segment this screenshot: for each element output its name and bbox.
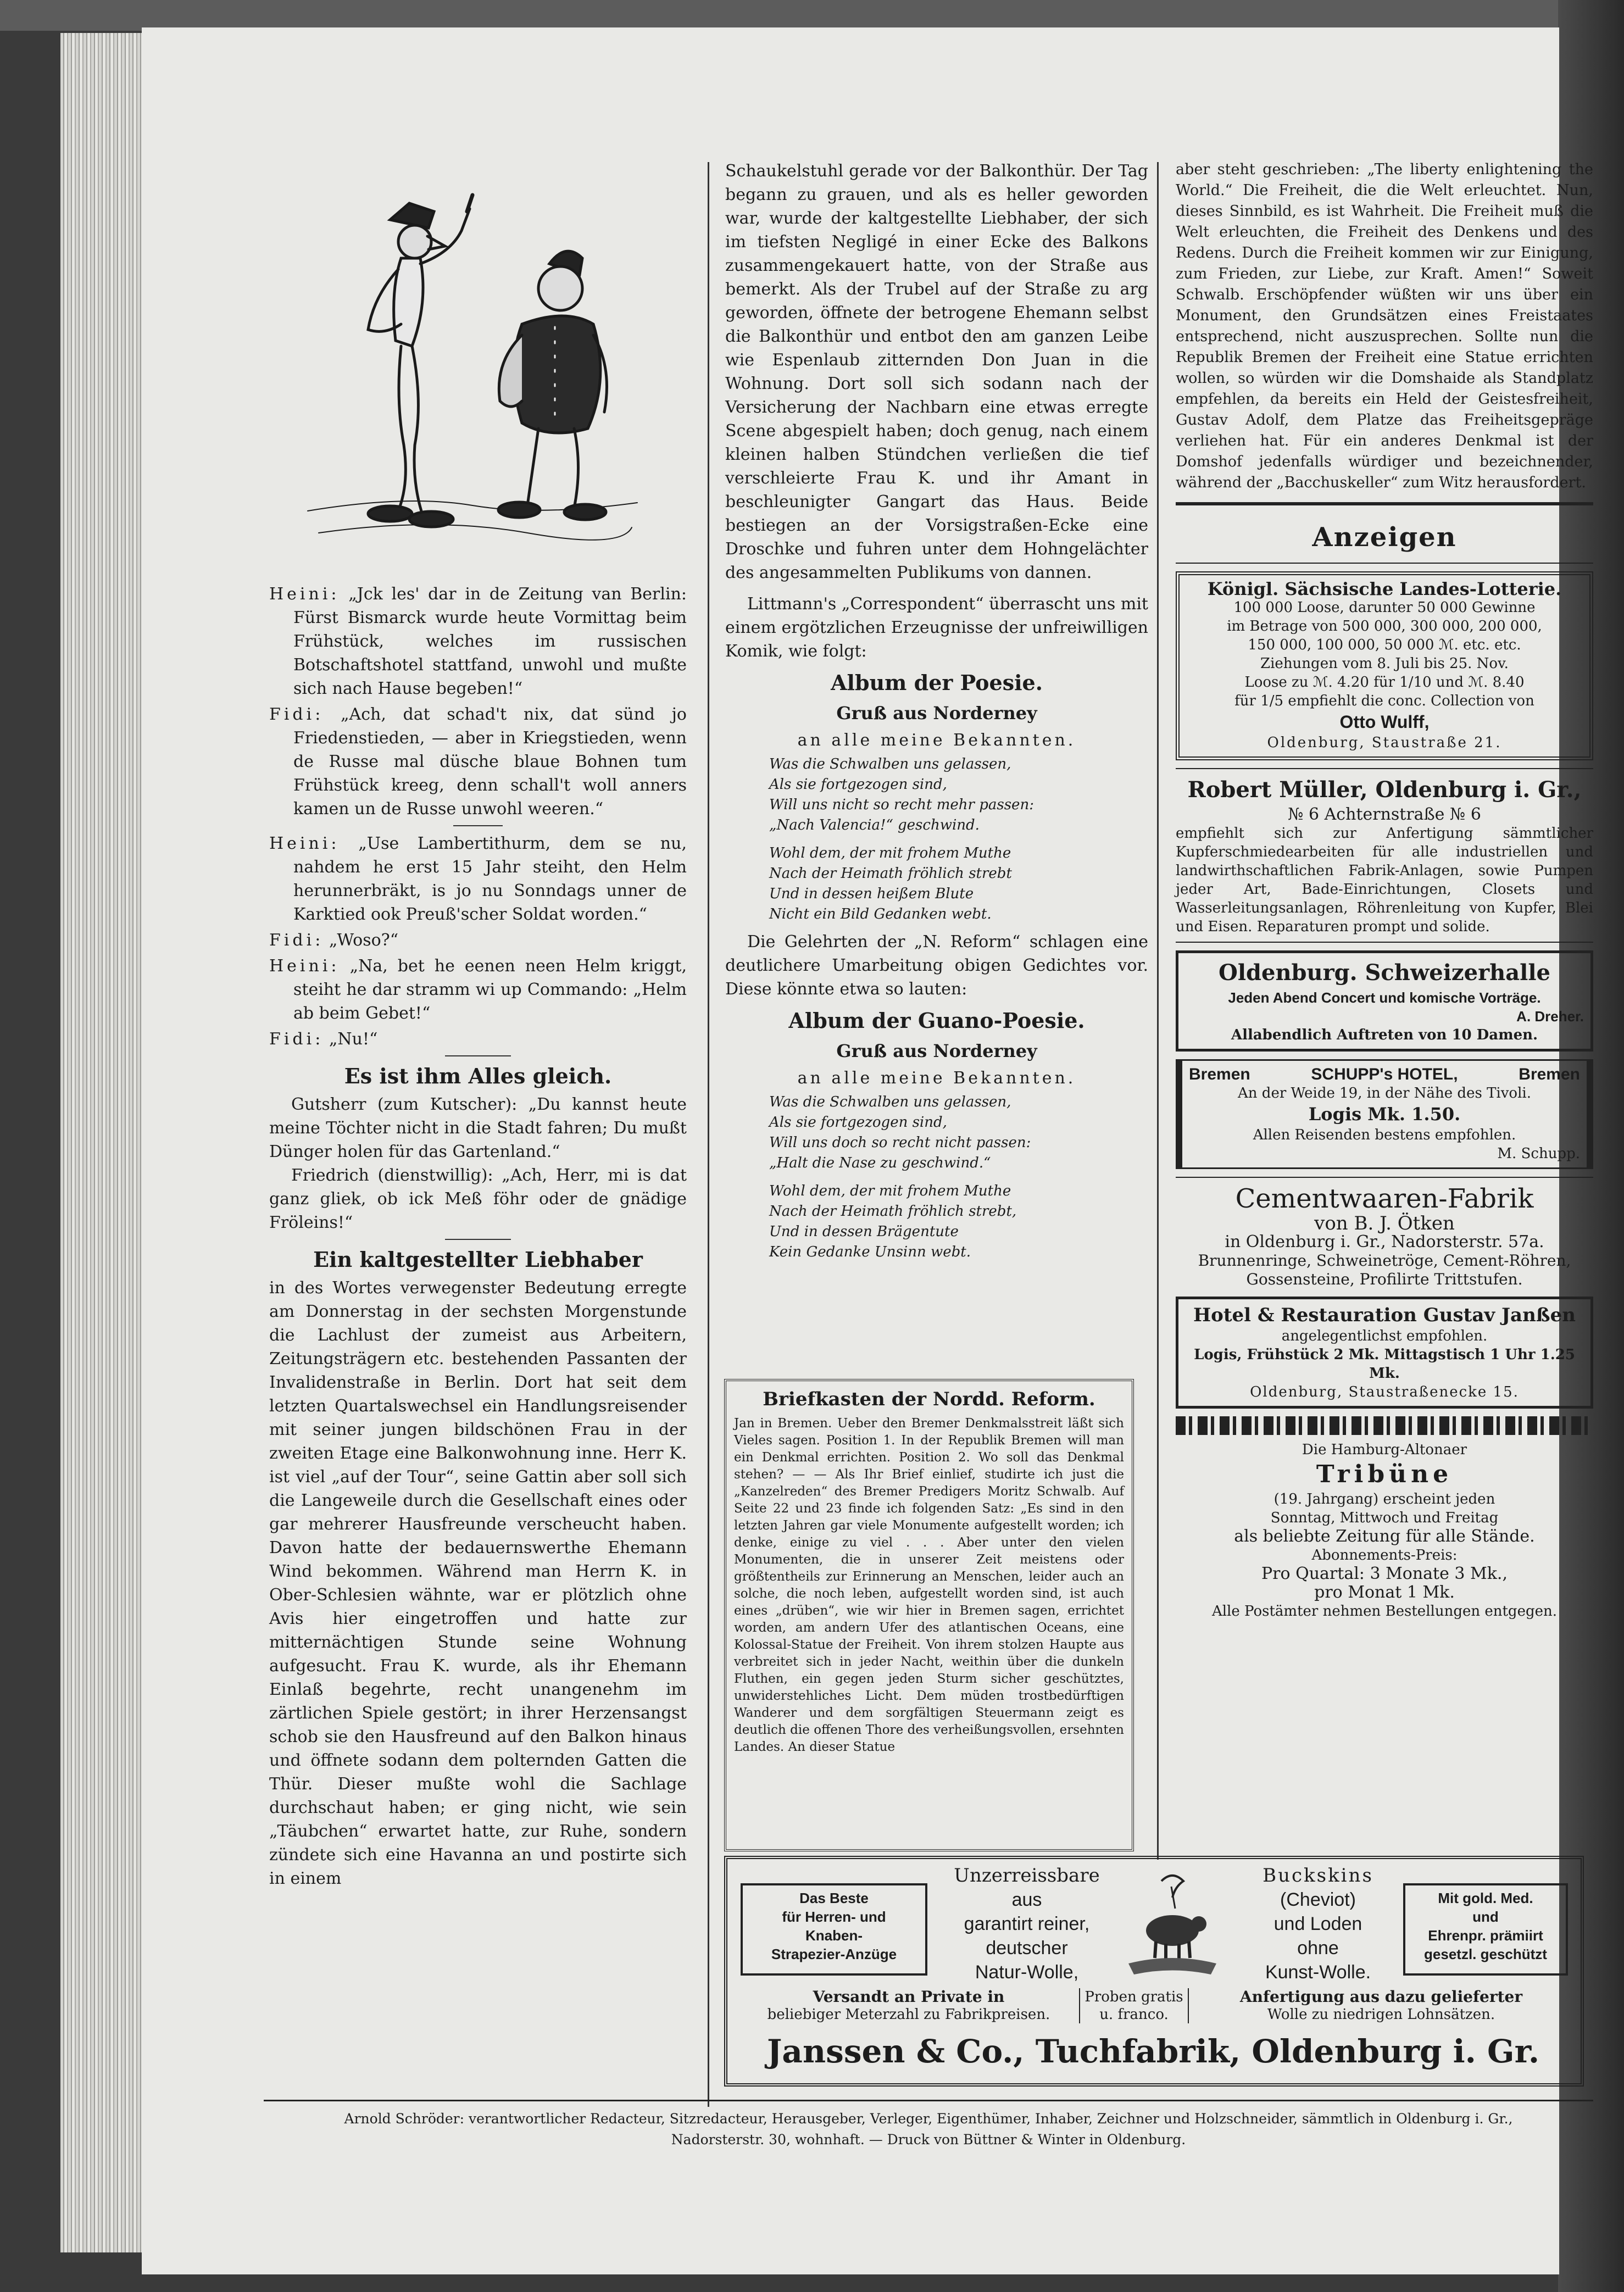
ad-box-right: [1403, 1883, 1568, 1976]
ad-anfertigung: [1200, 1988, 1562, 2023]
ad-line: Strapezier-Anzüge: [771, 1946, 897, 1962]
speaker-name: Fidi:: [269, 705, 324, 724]
correspondent-intro: Littmann's „Correspondent“ überrascht uns mit einem ergötzlichen Erzeugnisse der unfreiwilligen Komik, wie folgt:: [725, 594, 1148, 661]
ad-box-left: [741, 1883, 927, 1976]
poem-line: Was die Schwalben uns gelassen,: [769, 1094, 1011, 1110]
ad-line: Anfertigung aus dazu gelieferter: [1239, 1988, 1523, 2006]
imprint-line: Arnold Schröder: verantwortlicher Redacteur, Sitzredacteur, Herausgeber, Verleger, Eigenthümer, Inhaber, Zeichner und Holzschneider, sämmtlich in Oldenburg i. Gr.,: [344, 2111, 1513, 2127]
dialog-line: [269, 703, 687, 821]
ad-line: angelegentlichst empfohlen.: [1281, 1328, 1488, 1344]
dialog-line: [269, 832, 687, 926]
ad-line: 150 000, 100 000, 50 000 ℳ. etc. etc.: [1248, 637, 1521, 653]
ad-line: u. franco.: [1099, 2006, 1169, 2023]
dialog-line: [269, 1027, 687, 1051]
ad-line: im Betrage von 500 000, 300 000, 200 000,: [1227, 618, 1542, 635]
album2-title: Album der Guano-Poesie.: [788, 1008, 1085, 1033]
sheep-emblem-icon: [1123, 1870, 1222, 1980]
ad-cementwaaren: [1176, 1183, 1593, 1289]
dialog-text: „Woso?“: [329, 931, 399, 950]
ad-schupp-hotel: [1176, 1059, 1593, 1169]
ad-line: Logis, Frühstück 2 Mk. Mittagstisch 1 Uhr 1.25 Mk.: [1194, 1347, 1575, 1382]
ad-line: und: [1472, 1909, 1499, 1925]
ad-line: Knaben-: [805, 1927, 863, 1944]
story1-paragraph: Friedrich (dienstwillig): „Ach, Herr, mi is dat ganz gliek, ob ick Meß föhr oder de gnädige Fröleins!“: [269, 1166, 687, 1232]
ad-line: ohne: [1297, 1938, 1339, 1959]
ad-line: beliebiger Meterzahl zu Fabrikpreisen.: [767, 2006, 1050, 2023]
caricature-illustration: [297, 181, 648, 566]
poem-line: „Halt die Nase zu geschwind.“: [769, 1155, 991, 1171]
ad-line: Unzerreissbare: [954, 1865, 1100, 1887]
dialog-text: „Ach, dat schad't nix, dat sünd jo Friedenstieden, — aber in Kriegstieden, wenn de Russe mal düsche blaue Bohnen tum Frühstück kreeg, denn schall't woll anners kamen un de Russe unwohl weeren.“: [293, 705, 687, 819]
ad-line: Loose zu ℳ. 4.20 für 1/10 und ℳ. 8.40: [1244, 674, 1525, 691]
ad-line: gesetzl. geschützt: [1424, 1946, 1547, 1962]
ad-line: aus: [1011, 1889, 1042, 1910]
story1-title: Es ist ihm Alles gleich.: [344, 1064, 612, 1088]
ad-line: für 1/5 empfiehlt die conc. Collection von: [1234, 693, 1534, 709]
ad-lotterie: [1176, 571, 1593, 760]
ad-line: Brunnenringe, Schweinetröge, Cement-Röhren, Gossensteine, Profilirte Trittstufen.: [1198, 1251, 1571, 1288]
column-1: [269, 582, 687, 1890]
story2-body: in des Wortes verwegenster Bedeutung erregte am Donnerstag in der sechsten Morgenstunde die Lachlust der zumeist aus Arbeitern, Zeitungsträgern etc. bestehenden Passanten der Invalidenstraße in Berlin. Dort hat seit dem letzten Quartalswechsel ein Handlungsreisender mit seiner jungen bildschönen Frau in der zweiten Etage eine Balkonwohnung inne. Herr K. ist viel „auf der Tour“, seine Gattin aber soll sich die Langeweile durch die Gesellschaft eines oder gar mehrerer Hausfreunde verscheucht haben. Davon hatte der bedauernswerthe Ehemann Wind bekommen. Während man Herrn K. in Ober-Schlesien wähnte, war er plötzlich ohne Avis hier eingetroffen und hatte zur mitternächtigen Stunde seine Wohnung aufgesucht. Frau K. wurde, als ihr Ehemann Einlaß begehrte, recht unangenehm im zärtlichen Spiele gestört; in ihrer Herzensangst schob sie den Hausfreund auf den Balkon hinaus und öffnete sodann dem polternden Gatten die Thür. Dieser mußte wohl die Sachlage durchschaut haben; er ging nicht, wie sein „Täubchen“ erwartet hatte, zur Ruhe, sondern zündete sich eine Havanna an und postirte sich in einem: [269, 1278, 687, 1888]
ad-janssen-hotel: [1176, 1297, 1593, 1409]
ad-line: pro Monat 1 Mk.: [1314, 1583, 1455, 1602]
ad-line: A. Dreher.: [1516, 1008, 1584, 1025]
footer-rule: [264, 2100, 1593, 2101]
ad-center-right: [1227, 1863, 1409, 1984]
ad-line: Jeden Abend Concert und komische Vorträge.: [1228, 989, 1541, 1006]
ad-mueller: [1176, 775, 1593, 936]
album1-subtitle: Gruß aus Norderney: [836, 703, 1037, 724]
ad-line: (19. Jahrgang) erscheint jeden: [1273, 1491, 1495, 1507]
ad-line: Logis Mk. 1.50.: [1308, 1104, 1461, 1125]
ad-janssen-tuchfabrik: [724, 1856, 1584, 2087]
ad-line: An der Weide 19, in der Nähe des Tivoli.: [1238, 1085, 1531, 1102]
rule: [1176, 502, 1593, 505]
rule: [1176, 1177, 1593, 1178]
separator: [445, 1055, 511, 1056]
story2-title: Ein kaltgestellter Liebhaber: [313, 1247, 643, 1272]
album1-dedication: an alle meine Bekannten.: [797, 731, 1076, 750]
ad-line: Abonnements-Preis:: [1311, 1547, 1458, 1564]
reform-bridge: Die Gelehrten der „N. Reform“ schlagen eine deutlichere Umarbeitung obigen Gedichtes vor. Diese könnte etwa so lauten:: [725, 932, 1148, 999]
ad-line: Allabendlich Auftreten von 10 Damen.: [1231, 1027, 1538, 1043]
ad-line: (Cheviot): [1280, 1889, 1356, 1910]
ad-line: Ziehungen vom 8. Juli bis 25. Nov.: [1260, 655, 1509, 672]
poem-1: [725, 754, 1148, 925]
ad-versandt: [749, 1988, 1068, 2023]
dialog-1: [269, 582, 687, 821]
scan-top-edge: [0, 0, 1624, 31]
ad-line: Natur-Wolle,: [975, 1962, 1079, 1983]
rule: [1176, 942, 1593, 943]
poem-line: „Nach Valencia!“ geschwind.: [769, 817, 980, 833]
poem-line: Nicht ein Bild Gedanken webt.: [769, 906, 992, 922]
ad-line: in Oldenburg i. Gr., Nadorsterstr. 57a.: [1225, 1232, 1544, 1251]
ad-line: für Herren- und: [782, 1909, 886, 1925]
speaker-name: Heini:: [269, 834, 340, 853]
ad-line: Die Hamburg-Altonaer: [1302, 1442, 1467, 1458]
ad-line: Pro Quartal: 3 Monate 3 Mk.,: [1261, 1564, 1508, 1583]
ad-line: garantirt reiner,: [964, 1913, 1090, 1934]
poem-line: Wohl dem, der mit frohem Muthe: [769, 845, 1011, 861]
briefkasten-continuation: aber steht geschrieben: „The liberty enlightening the World.“ Die Freiheit, die die Welt erleuchtet. Nun, dieses Sinnbild, es ist Wahrheit. Die Freiheit muß die Welt erleuchten, die Freiheit des Denkens und des Redens. Durch die Freiheit kommen wir zur Einigung, zum Frieden, zur Liebe, zur Kraft. Amen!“ Soweit Schwalb. Erschöpfender wüßten wir uns über ein Monument, den Grundsätzen eines Freistaates entsprechend, nicht auszusprechen. Sollte nun die Republik Bremen der Freiheit eine Statue errichten wollen, so würden wir die Domshaide als Standplatz empfehlen, da bereits ein Held der Geistesfreiheit, Gustav Adolf, dem Platze das Freiheitsgepräge verliehen hat. Für ein anderes Denkmal ist der Domshof jedenfalls würdiger und bezeichnender, während der „Bacchuskeller“ zum Witz herausfordert.: [1176, 161, 1593, 491]
ad-schweizerhalle: [1176, 950, 1593, 1052]
poem-line: Nach der Heimath fröhlich strebt: [769, 865, 1012, 882]
rule: [1176, 768, 1593, 769]
column-rule-1: [708, 162, 709, 2107]
column-2: [725, 159, 1148, 1268]
ad-line: 100 000 Loose, darunter 50 000 Gewinne: [1233, 599, 1536, 616]
ad-line: Cementwaaren-Fabrik: [1235, 1183, 1534, 1214]
dialog-text: „Use Lambertithurm, dem se nu, nahdem he erst 15 Jahr steiht, den Helm herunnerbräkt, is jo nu Sonndags unner de Karktied ook Preuß'scher Soldat worden.“: [293, 834, 687, 924]
ad-line: Otto Wulff,: [1339, 712, 1430, 732]
ad-line: [1189, 1065, 1580, 1084]
speaker-name: Heini:: [269, 956, 340, 976]
poem-2: [725, 1092, 1148, 1262]
ad-firm-name: Janssen & Co., Tuchfabrik, Oldenburg i. Gr.: [766, 2033, 1540, 2070]
imprint-line: Nadorsterstr. 30, wohnhaft. — Druck von Büttner & Winter in Oldenburg.: [671, 2132, 1186, 2148]
poem-line: Und in dessen heißem Blute: [769, 886, 974, 902]
ad-center-left: [936, 1863, 1117, 1984]
ad-tribuene: [1176, 1440, 1593, 1621]
separator: [445, 1239, 511, 1240]
speaker-name: Fidi:: [269, 1030, 324, 1049]
column-rule-2: [1157, 162, 1159, 1860]
column-3: [1176, 159, 1593, 1626]
ad-proben: [1079, 1988, 1189, 2023]
ad-line: als beliebte Zeitung für alle Stände.: [1234, 1527, 1535, 1546]
poem-line: Will uns doch so recht nicht passen:: [769, 1134, 1031, 1151]
imprint-footer: [264, 2109, 1593, 2150]
poem-line: Und in dessen Brägentute: [769, 1223, 959, 1240]
poem-line: Was die Schwalben uns gelassen,: [769, 756, 1011, 772]
poem-line: Nach der Heimath fröhlich strebt,: [769, 1203, 1017, 1220]
briefkasten-body: Jan in Bremen. Ueber den Bremer Denkmalsstreit läßt sich Vieles sagen. Position 1. In der Republik Bremen will man ein Denkmal errichten. Position 2. Wo soll das Denkmal stehen? — — Als Ihr Brief einlief, studirte ich just die „Kanzelreden“ des Bremer Predigers Moritz Schwalb. Auf Seite 22 und 23 finde ich folgenden Satz: „Es sind in den letzten Jahren gar viele Monumente aufgestellt worden; ich denke, einige zu viel . . . Aber unter den vielen Monumenten, die in unserer Zeit meistens oder größtentheils zur Erinnerung an Menschen, leider auch an solche, die noch leben, aufgestellt worden sind, ist auch eines „drüben“, wie wir hier in Bremen sagen, errichtet worden, am andern Ufer des atlantischen Oceans, eine Kolossal-Statue der Freiheit. Von ihrem stolzen Haupte aus verbreitet sich in jeder Nacht, weithin über die dunkeln Fluthen, ein gegen jeden Sturm sicher geschütztes, unwiderstehliches Licht. Dem müden trostbedürftigen Wanderer und dem sorgfältigen Steuermann zeigt es deutlich die offenen Thore des verheißungsvollen, ersehnten Landes. An dieser Statue: [734, 1416, 1124, 1754]
ad-line: Alle Postämter nehmen Bestellungen entgegen.: [1211, 1603, 1558, 1620]
story1-paragraph: Gutsherr (zum Kutscher): „Du kannst heute meine Töchter nicht in die Stadt fahren; Du mußt Dünger holen für das Gartenland.“: [269, 1095, 687, 1161]
briefkasten-box: [724, 1379, 1134, 1851]
album1-title: Album der Poesie.: [831, 670, 1043, 695]
dialog-text: „Na, bet he eenen neen Helm kriggt, steiht he dar stramm wi up Commando: „Helm ab beim Gebet!“: [293, 956, 687, 1023]
book-page-stack: [60, 33, 143, 2252]
ad-line: M. Schupp.: [1497, 1145, 1580, 1162]
ad-line: Wolle zu niedrigen Lohnsätzen.: [1267, 2006, 1495, 2023]
dialog-2: [269, 832, 687, 1051]
ad-line: deutscher: [986, 1938, 1068, 1959]
ad-line: Versandt an Private in: [813, 1988, 1005, 2006]
story1-body: [269, 1093, 687, 1234]
ad-word: SCHUPP's HOTEL,: [1311, 1065, 1458, 1083]
poem-line: Kein Gedanke Unsinn webt.: [769, 1244, 971, 1260]
dialog-text: „Nu!“: [329, 1030, 378, 1049]
dialog-line: [269, 954, 687, 1025]
briefkasten-title: Briefkasten der Nordd. Reform.: [763, 1388, 1095, 1410]
ad-word: Bremen: [1189, 1065, 1250, 1083]
ad-line: Robert Müller, Oldenburg i. Gr.,: [1187, 777, 1582, 803]
ad-line: von B. J. Ötken: [1314, 1212, 1455, 1234]
ad-line: Allen Reisenden bestens empfohlen.: [1253, 1127, 1516, 1143]
ad-line: Kunst-Wolle.: [1265, 1962, 1371, 1983]
ad-line: Hotel & Restauration Gustav Janßen: [1193, 1304, 1576, 1326]
dialog-text: „Jck les' dar in de Zeitung van Berlin: Fürst Bismarck wurde heute Vormittag beim Frühstück, welches im russischen Botschaftshotel stattfand, unwohl und mußte sich nach Hause begeben!“: [293, 585, 687, 698]
separator: [453, 825, 503, 826]
album2-subtitle: Gruß aus Norderney: [836, 1041, 1037, 1061]
poem-line: [769, 836, 1148, 843]
poem-line: Will uns nicht so recht mehr passen:: [769, 797, 1034, 813]
poem-line: Als sie fortgezogen sind,: [769, 1114, 947, 1131]
poem-line: Wohl dem, der mit frohem Muthe: [769, 1183, 1011, 1199]
ad-line: Buckskins: [1263, 1865, 1373, 1887]
anzeigen-header: Anzeigen: [1312, 522, 1457, 553]
rule: [1176, 563, 1593, 564]
ad-line: № 6 Achternstraße № 6: [1288, 805, 1481, 824]
ad-line: Tribüne: [1316, 1460, 1453, 1488]
speaker-name: Heini:: [269, 585, 340, 604]
ornament-border: [1176, 1416, 1593, 1435]
ad-line: Ehrenpr. prämiirt: [1428, 1927, 1543, 1944]
ad-line: empfiehlt sich zur Anfertigung sämmtlicher Kupferschmiedearbeiten für alle industriellen und landwirthschaftlichen Fabrik-Anlagen, sowie Pumpen jeder Art, Bade-Einrichtungen, Closets und Wasserleitungsanlagen, Röhrenleitung von Kupfer, Blei und Eisen. Reparaturen prompt und solide.: [1176, 825, 1593, 935]
ad-line: Oldenburg. Schweizerhalle: [1219, 960, 1550, 986]
ad-line: Oldenburg, Staustraße 21.: [1267, 735, 1502, 751]
dialog-line: [269, 928, 687, 952]
ad-line: und Loden: [1273, 1913, 1362, 1934]
album2-dedication: an alle meine Bekannten.: [797, 1069, 1076, 1088]
poem-line: Als sie fortgezogen sind,: [769, 776, 947, 793]
story2-continuation: Schaukelstuhl gerade vor der Balkonthür. Der Tag begann zu grauen, und als es heller geworden war, wurde der kaltgestellte Liebhaber, der sich im tiefsten Negligé in einer Ecke des Balkons zusammengekauert hatte, von der Straße aus bemerkt. Als der Trubel auf der Straße zu arg geworden, öffnete der betrogene Ehemann selbst die Balkonthür und entbot den am ganzen Leibe wie Espenlaub zitternden Don Juan in die Wohnung. Dort soll sich sodann nach der Versicherung der Nachbarn eine etwas erregte Scene abgespielt haben; doch genug, nach einem kleinen halben Stündchen verließen die tief verschleierte Frau K. und ihr Amant in beschleunigter Gangart das Haus. Beide bestiegen an der Vorsigstraßen-Ecke eine Droschke und fuhren unter dem Hohngelächter des angesammelten Publikums von dannen.: [725, 162, 1148, 582]
speaker-name: Fidi:: [269, 931, 324, 950]
ad-word: Bremen: [1519, 1065, 1580, 1083]
ad-line: Oldenburg, Staustraßenecke 15.: [1250, 1384, 1519, 1400]
ad-line: Mit gold. Med.: [1438, 1890, 1533, 1906]
ad-line: Das Beste: [799, 1890, 869, 1906]
ad-line: Proben gratis: [1084, 1989, 1183, 2005]
dialog-line: [269, 582, 687, 700]
ad-line: Sonntag, Mittwoch und Freitag: [1270, 1510, 1499, 1526]
ad-line: Königl. Sächsische Landes-Lotterie.: [1207, 578, 1562, 599]
poem-line: [769, 1173, 1148, 1181]
